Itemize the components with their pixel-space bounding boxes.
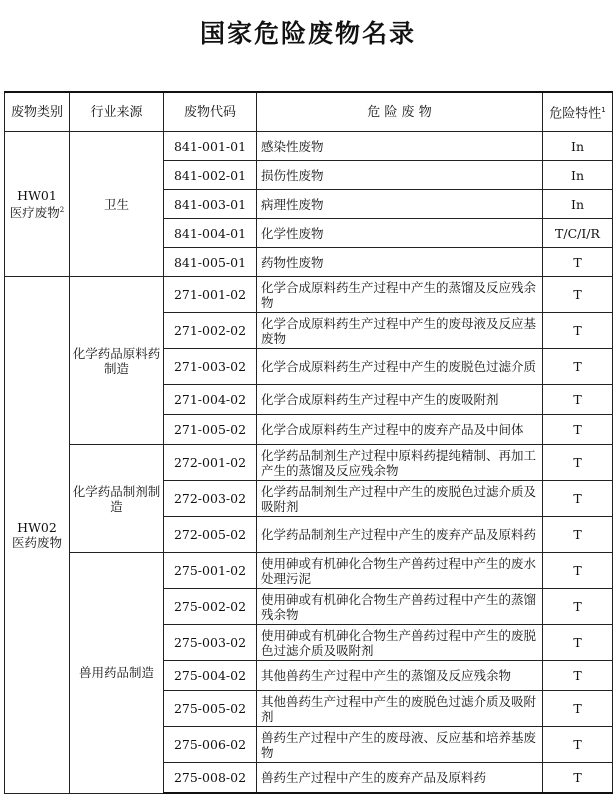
waste-description: 兽药生产过程中产生的废母液、反应基和培养基废物	[257, 727, 543, 763]
waste-description: 化学合成原料药生产过程中产生的废母液及反应基废物	[257, 313, 543, 349]
waste-description: 使用砷或有机砷化合物生产兽药过程中产生的废水处理污泥	[257, 553, 543, 589]
waste-description: 病理性废物	[257, 190, 543, 219]
header-industry: 行业来源	[70, 92, 164, 132]
hazard-value: T	[543, 313, 613, 349]
document-title: 国家危险废物名录	[199, 19, 416, 48]
waste-code: 275-006-02	[164, 727, 257, 763]
waste-description: 兽药生产过程中产生的废弃产品及原料药	[257, 763, 543, 794]
hazard-value: T	[543, 481, 613, 517]
hazard-value: T	[543, 517, 613, 553]
waste-code: 841-005-01	[164, 248, 257, 277]
hazard-value: T/C/I/R	[543, 219, 613, 248]
waste-code: 275-001-02	[164, 553, 257, 589]
hazard-value: T	[543, 415, 613, 445]
waste-code: 271-001-02	[164, 277, 257, 313]
category-name: 医药废物	[11, 534, 62, 550]
hazardous-waste-table	[4, 91, 613, 794]
waste-description: 化学药品制剂生产过程中原料药提纯精制、再加工产生的蒸馏及反应残余物	[257, 445, 543, 481]
header-hazard-footnote: 1	[601, 105, 606, 114]
waste-description: 损伤性废物	[257, 161, 543, 190]
category-name-label: 医疗废物	[9, 205, 60, 221]
header-code: 废物代码	[164, 92, 257, 132]
waste-code: 272-003-02	[164, 481, 257, 517]
industry-cell: 兽用药品制造	[70, 553, 164, 794]
header-hazard	[543, 92, 613, 132]
hazard-value: In	[543, 161, 613, 190]
hazard-value: T	[543, 553, 613, 589]
hazard-value: T	[543, 589, 613, 625]
waste-description: 其他兽药生产过程中产生的废脱色过滤介质及吸附剂	[257, 691, 543, 727]
hazard-value: T	[543, 445, 613, 481]
table-row	[5, 445, 613, 481]
waste-description: 化学药品制剂生产过程中产生的废弃产品及原料药	[257, 517, 543, 553]
table-row	[5, 132, 613, 161]
industry-cell: 卫生	[70, 132, 164, 277]
waste-code: 272-005-02	[164, 517, 257, 553]
waste-description: 使用砷或有机砷化合物生产兽药过程中产生的蒸馏残余物	[257, 589, 543, 625]
waste-description: 其他兽药生产过程中产生的蒸馏及反应残余物	[257, 661, 543, 691]
hazard-value: T	[543, 691, 613, 727]
industry-cell: 化学药品原料药制造	[70, 277, 164, 445]
category-code: HW01	[17, 187, 57, 203]
category-cell	[5, 277, 70, 794]
header-waste: 危 险 废 物	[257, 92, 543, 132]
hazard-value: T	[543, 349, 613, 385]
waste-code: 841-001-01	[164, 132, 257, 161]
hazard-value: T	[543, 248, 613, 277]
waste-code: 275-008-02	[164, 763, 257, 794]
header-row	[5, 92, 613, 132]
header-category: 废物类别	[5, 92, 70, 132]
category-name	[5, 203, 69, 220]
waste-code: 271-002-02	[164, 313, 257, 349]
waste-code: 841-003-01	[164, 190, 257, 219]
waste-code: 271-004-02	[164, 385, 257, 415]
waste-code: 271-003-02	[164, 349, 257, 385]
waste-description: 化学合成原料药生产过程中产生的蒸馏及反应残余物	[257, 277, 543, 313]
table-row	[5, 553, 613, 589]
category-footnote: 2	[59, 205, 65, 214]
waste-description: 感染性废物	[257, 132, 543, 161]
waste-description: 化学合成原料药生产过程中产生的废吸附剂	[257, 385, 543, 415]
header-hazard-label: 危险特性	[549, 106, 602, 122]
waste-description: 化学合成原料药生产过程中产生的废脱色过滤介质	[257, 349, 543, 385]
hazard-value: In	[543, 190, 613, 219]
waste-code: 275-004-02	[164, 661, 257, 691]
hazard-value: T	[543, 727, 613, 763]
hazard-value: In	[543, 132, 613, 161]
hazard-value: T	[543, 277, 613, 313]
waste-code: 275-002-02	[164, 589, 257, 625]
waste-description: 化学性废物	[257, 219, 543, 248]
hazard-value: T	[543, 625, 613, 661]
waste-code: 841-004-01	[164, 219, 257, 248]
category-cell	[5, 132, 70, 277]
hazard-value: T	[543, 661, 613, 691]
industry-cell: 化学药品制剂制造	[70, 445, 164, 553]
waste-description: 化学合成原料药生产过程中的废弃产品及中间体	[257, 415, 543, 445]
waste-description: 使用砷或有机砷化合物生产兽药过程中产生的废脱色过滤介质及吸附剂	[257, 625, 543, 661]
hazard-value: T	[543, 385, 613, 415]
waste-code: 271-005-02	[164, 415, 257, 445]
waste-description: 化学药品制剂生产过程中产生的废脱色过滤介质及吸附剂	[257, 481, 543, 517]
waste-code: 272-001-02	[164, 445, 257, 481]
waste-description: 药物性废物	[257, 248, 543, 277]
waste-code: 275-003-02	[164, 625, 257, 661]
waste-code: 841-002-01	[164, 161, 257, 190]
category-code: HW02	[17, 519, 57, 535]
waste-code: 275-005-02	[164, 691, 257, 727]
table-row	[5, 277, 613, 313]
hazard-value: T	[543, 763, 613, 794]
